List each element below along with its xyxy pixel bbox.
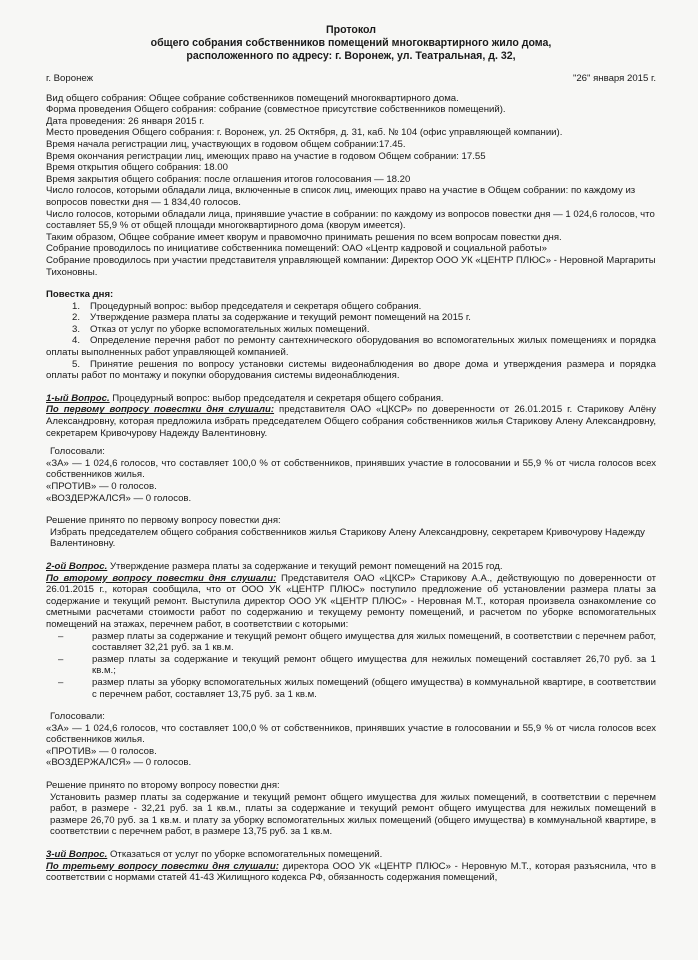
q1-title: Процедурный вопрос: выбор председателя и секретаря общего собрания. (109, 392, 444, 404)
q3-label: 3-ий Вопрос. (46, 849, 108, 861)
q3-heard-label: По третьему вопросу повестки дня слушали: (46, 860, 279, 872)
info-line: Форма проведения Общего собрания: собрание (совместное присутствие собственников помещений). (46, 104, 506, 116)
question-3 (46, 849, 656, 884)
q2-vote-against: «ПРОТИВ» — 0 голосов. (46, 745, 157, 757)
info-line: Время начала регистрации лиц, участвующих в годовом общем собрании:17.45. (46, 138, 406, 150)
q1-voted: Голосовали: (50, 446, 105, 458)
info-line: Число голосов, которыми обладали лица, включенные в список лиц, имеющих право на участие в Общем собрании: по каждому из вопросов повестки дня — 1 834,40 голосов. (46, 185, 636, 208)
info-line: Собрание проводилось по инициативе собственника помещений: ОАО «Центр кадровой и социальной работы» (46, 243, 547, 255)
doc-title: Протокол (326, 24, 376, 36)
q2-decision: Установить размер платы за содержание и текущий ремонт общего имущества для жилых помещений, в соответствии с перечнем работ, в размере - 32,21 руб. за 1 кв.м., платы за содержание и текущий ремонт общего имущества для нежилых помещений в размере 26,70 руб. за 1 кв.м. и плату за уборку вспомогательных жилых помещений (общего имущества) в коммунальной квартире, в соответствии с перечнем работ, в размере 13,75 руб. за 1 кв.м. (50, 791, 656, 838)
info-line: Дата проведения: 26 января 2015 г. (46, 115, 205, 127)
q2-heard-label: По второму вопросу повестки дня слушали: (46, 572, 277, 584)
q2-title: Утверждение размера платы за содержание и текущий ремонт помещений на 2015 год. (107, 560, 503, 572)
q2-decision-label: Решение принято по второму вопросу повестки дня: (46, 780, 280, 792)
q2-voted: Голосовали: (50, 711, 105, 723)
info-line: Время открытия общего собрания: 18.00 (46, 162, 228, 174)
question-2 (46, 561, 656, 838)
city: г. Воронеж (46, 73, 94, 84)
q2-bullet: – размер платы за содержание и текущий ремонт общего имущества для нежилых помещений составляет 26,70 руб. за 1 кв.м.; (58, 653, 656, 677)
agenda-item: 5. Принятие решения по вопросу установки системы видеонаблюдения во дворе дома и утверждения размера и порядка оплаты работ по монтажу и покупки оборудования системы видеонаблюдения. (46, 358, 656, 382)
q1-decision: Избрать председателем общего собрания собственников жилья Старикову Алену Александровну, секретарем Кривочурову Надежду Валентиновну. (50, 526, 645, 550)
doc-subtitle-1: общего собрания собственников помещений многоквартирного жило дома, (150, 37, 552, 49)
info-line: Собрание проводилось при участии представителя управляющей компании: Директор ООО УК «ЦЕНТР ПЛЮС» - Неровной Маргариты Тихоновны. (46, 254, 656, 278)
q3-title: Отказаться от услуг по уборке вспомогательных помещений. (107, 849, 383, 861)
info-line: Время окончания регистрации лиц, имеющих право на участие в годовом Общем собрании: 17.55 (46, 150, 486, 162)
date: "26" января 2015 г. (572, 73, 656, 84)
q2-label: 2-ой Вопрос. (46, 560, 108, 572)
agenda-item: 1. Процедурный вопрос: выбор председателя и секретаря общего собрания. (72, 300, 422, 312)
doc-subtitle-2: расположенного по адресу: г. Воронеж, ул. Театральная, д. 32, (186, 50, 516, 62)
info-line: Время закрытия общего собрания: после оглашения итогов голосования — 18.20 (46, 173, 411, 185)
q2-bullet: – размер платы за уборку вспомогательных жилых помещений (общего имущества) в коммунальной квартире, в соответствии с перечнем работ, составляет 13,75 руб. за 1 кв.м. (58, 676, 656, 700)
info-line: Место проведения Общего собрания: г. Воронеж, ул. 25 Октября, д. 31, каб. № 104 (офис управляющей компании). (46, 127, 563, 139)
question-1 (46, 393, 656, 550)
q1-vote-for: «ЗА» — 1 024,6 голосов, что составляет 100,0 % от собственников, принявших участие в голосовании и 55,9 % от числа голосов всех собственников жилья. (46, 457, 656, 481)
info-line: Число голосов, которыми обладали лица, принявшие участие в собрании: по каждому из вопросов повестки дня — 1 024,6 голосов, что составляет 55,9 % от общей площади многоквартирного дома (кворум имеется). (46, 208, 655, 232)
q2-bullet: – размер платы за содержание и текущий ремонт общего имущества для жилых помещений, в соответствии с перечнем работ, составляет 32,21 руб. за 1 кв.м. (58, 630, 656, 654)
q1-vote-abstain: «ВОЗДЕРЖАЛСЯ» — 0 голосов. (46, 492, 192, 504)
q1-heard-text: представителя ОАО «ЦКСР» по доверенности от 26.01.2015 г. Старикову Алёну Александровну, которая предложила избрать председателем Общего собрания собственников жилья Старикову Алену Александровну, секретарем Кривочурову Надежду Валентиновну. (46, 404, 657, 439)
meeting-info (46, 93, 656, 279)
agenda-item: 3. Отказ от услуг по уборке вспомогательных жилых помещений. (72, 323, 370, 335)
agenda-title: Повестка дня: (46, 289, 114, 301)
info-line: Таким образом, Общее собрание имеет кворум и правомочно принимать решения по всем вопросам повестки дня. (46, 231, 562, 243)
q2-heard-text: Представителя ОАО «ЦКСР» Старикову А.А., действующую по доверенности от 26.01.2015 г., которая сообщила, что от ООО УК «ЦЕНТР ПЛЮС» поступило предложение об установлении размера платы за содержание и текущий ремонт. Выступила директор ООО УК «ЦЕНТР ПЛЮС» - Неровная М.Т., которая произвела ознакомление со сметными расчетами стоимости работ по содержанию и текущему ремонту помещений, и расчетом по уборке вспомогательных помещений на этажах, перечнем работ, в соответствии с которыми: (46, 572, 656, 630)
q3-heard-text: директора ООО УК «ЦЕНТР ПЛЮС» - Неровную М.Т., которая разъяснила, что в соответствии с нормами статей 41-43 Жилищного кодекса РФ, обязанность содержания помещений, (46, 860, 656, 884)
q1-decision-label: Решение принято по первому вопросу повестки дня: (46, 515, 281, 527)
q1-heard-label: По первому вопросу повестки дня слушали: (46, 404, 275, 416)
place-date-row (46, 73, 656, 85)
document-header (46, 24, 656, 63)
agenda-item: 2. Утверждение размера платы за содержание и текущий ремонт помещений на 2015 г. (72, 312, 471, 324)
agenda-list (46, 301, 656, 382)
info-line: Вид общего собрания: Общее собрание собственников помещений многоквартирного дома. (46, 92, 459, 104)
q1-label: 1-ый Вопрос. (46, 392, 110, 404)
agenda-item: 4. Определение перечня работ по ремонту сантехнического оборудования во вспомогательных жилых помещениях и порядка оплаты выполненных работ управляющей компанией. (46, 335, 656, 359)
q2-vote-for: «ЗА» — 1 024,6 голосов, что составляет 100,0 % от собственников, принявших участие в голосовании и 55,9 % от числа голосов всех собственников жилья. (46, 722, 656, 746)
q2-vote-abstain: «ВОЗДЕРЖАЛСЯ» — 0 голосов. (46, 757, 192, 769)
q1-vote-against: «ПРОТИВ» — 0 голосов. (46, 481, 157, 492)
